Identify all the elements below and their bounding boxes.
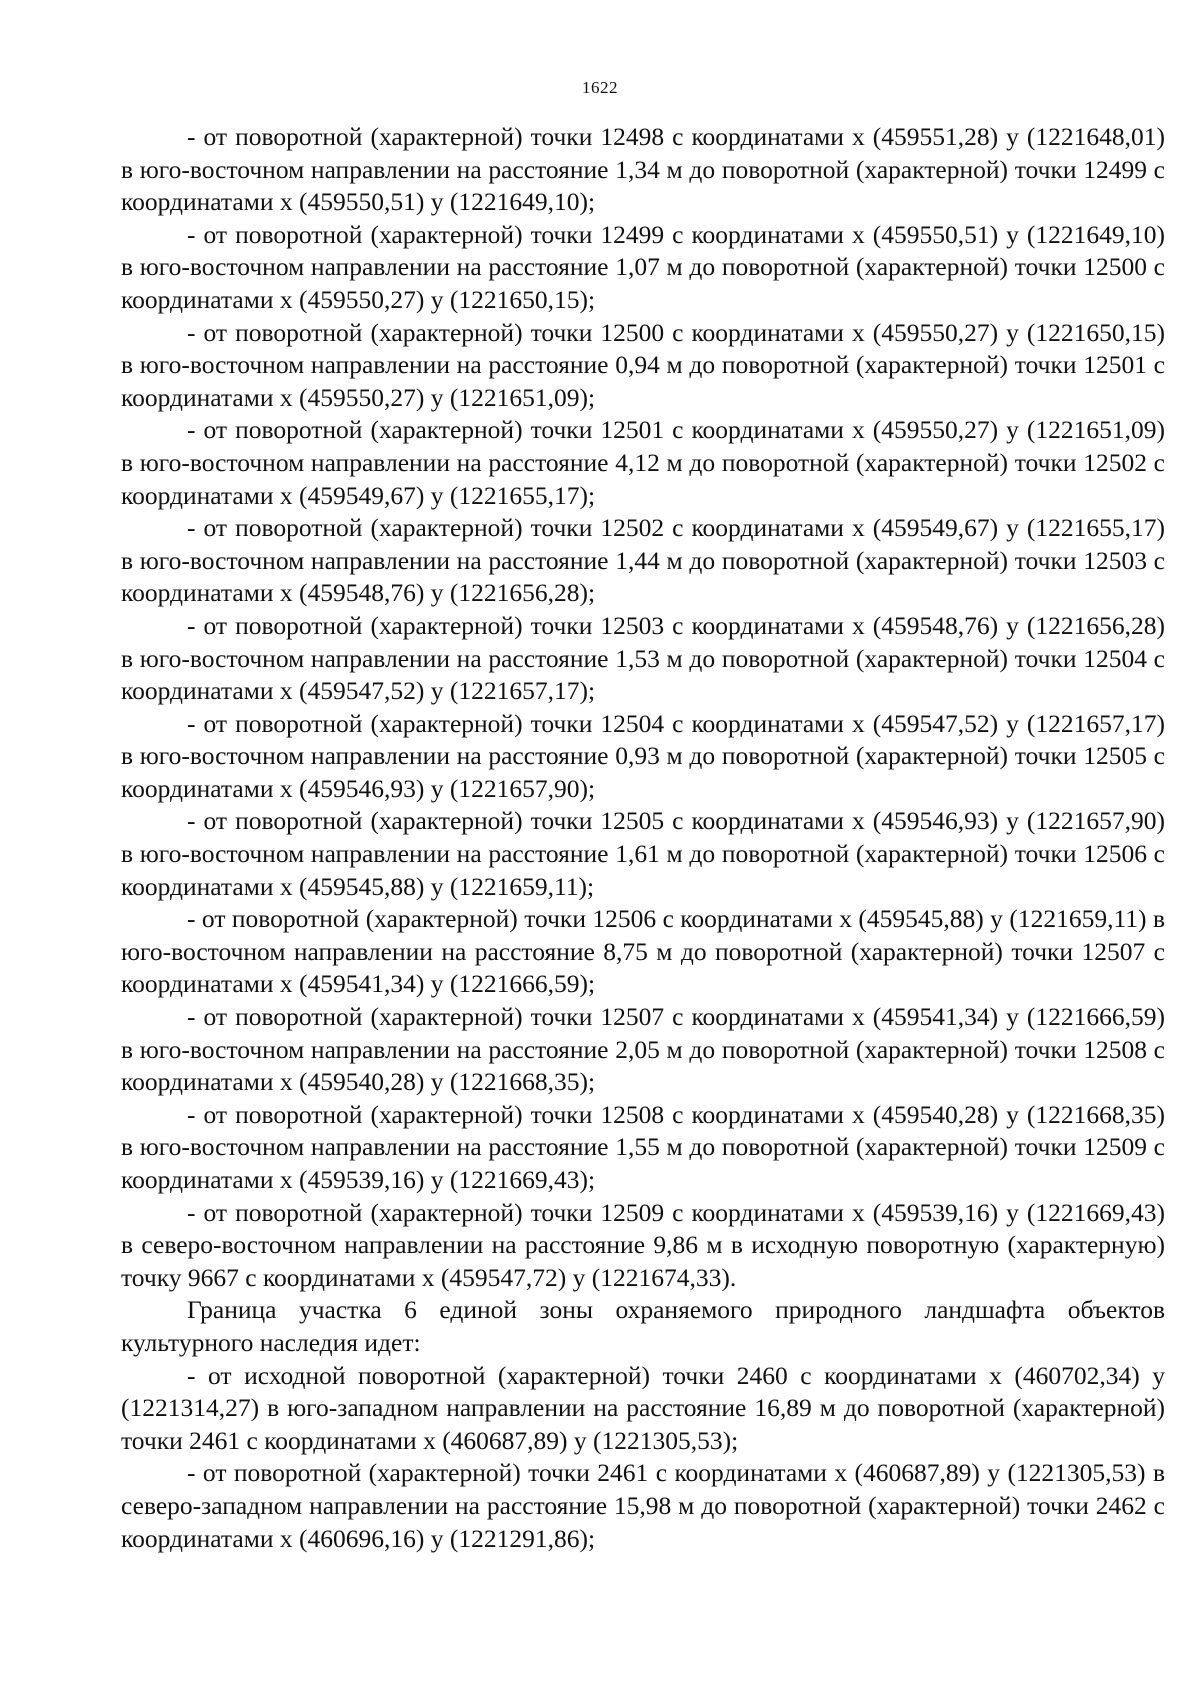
page-number: 1622 xyxy=(582,78,618,97)
paragraph: - от исходной поворотной (характерной) точки 2460 с координатами x (460702,34) у (1221314,27) в юго-западном направлении на расстояние 16,89 м до поворотной (характерной) точки 2461 с координатами x (460687,89) у (1221305,53); xyxy=(121,1360,1165,1455)
paragraph: - от поворотной (характерной) точки 12508 с координатами x (459540,28) у (1221668,35) в юго-восточном направлении на расстояние 1,55 м до поворотной (характерной) точки 12509 с координатами x (459539,16) у (1221669,43); xyxy=(121,1099,1165,1194)
paragraph: - от поворотной (характерной) точки 12499 с координатами x (459550,51) у (1221649,10) в юго-восточном направлении на расстояние 1,07 м до поворотной (характерной) точки 12500 с координатами x (459550,27) у (1221650,15); xyxy=(121,219,1165,314)
paragraph: - от поворотной (характерной) точки 12498 с координатами x (459551,28) у (1221648,01) в юго-восточном направлении на расстояние 1,34 м до поворотной (характерной) точки 12499 с координатами x (459550,51) у (1221649,10); xyxy=(121,122,1165,217)
document-body xyxy=(121,121,1165,1555)
paragraph: - от поворотной (характерной) точки 12503 с координатами x (459548,76) у (1221656,28) в юго-восточном направлении на расстояние 1,53 м до поворотной (характерной) точки 12504 с координатами x (459547,52) у (1221657,17); xyxy=(121,610,1165,706)
paragraph: - от поворотной (характерной) точки 12507 с координатами x (459541,34) у (1221666,59) в юго-восточном направлении на расстояние 2,05 м до поворотной (характерной) точки 12508 с координатами x (459540,28) у (1221668,35); xyxy=(121,1002,1165,1097)
paragraph: - от поворотной (характерной) точки 12500 с координатами x (459550,27) у (1221650,15) в юго-восточном направлении на расстояние 0,94 м до поворотной (характерной) точки 12501 с координатами x (459550,27) у (1221651,09); xyxy=(121,317,1165,412)
paragraph: - от поворотной (характерной) точки 12505 с координатами x (459546,93) у (1221657,90) в юго-восточном направлении на расстояние 1,61 м до поворотной (характерной) точки 12506 с координатами x (459545,88) у (1221659,11); xyxy=(121,806,1165,901)
paragraph: - от поворотной (характерной) точки 12501 с координатами x (459550,27) у (1221651,09) в юго-восточном направлении на расстояние 4,12 м до поворотной (характерной) точки 12502 с координатами x (459549,67) у (1221655,17); xyxy=(121,415,1165,510)
section-heading-paragraph: Граница участка 6 единой зоны охраняемого природного ландшафта объектов культурного наследия идет: xyxy=(121,1295,1165,1357)
paragraph: - от поворотной (характерной) точки 12509 с координатами x (459539,16) у (1221669,43) в северо-восточном направлении на расстояние 9,86 м в исходную поворотную (характерную) точку 9667 с координатами x (459547,72) у (1221674,33). xyxy=(121,1197,1165,1292)
paragraph: - от поворотной (характерной) точки 12504 с координатами x (459547,52) у (1221657,17) в юго-восточном направлении на расстояние 0,93 м до поворотной (характерной) точки 12505 с координатами x (459546,93) у (1221657,90); xyxy=(121,708,1165,803)
paragraph: - от поворотной (характерной) точки 12502 с координатами x (459549,67) у (1221655,17) в юго-восточном направлении на расстояние 1,44 м до поворотной (характерной) точки 12503 с координатами x (459548,76) у (1221656,28); xyxy=(121,513,1165,608)
paragraph: - от поворотной (характерной) точки 12506 с координатами x (459545,88) у (1221659,11) в юго-восточном направлении на расстояние 8,75 м до поворотной (характерной) точки 12507 с координатами x (459541,34) у (1221666,59); xyxy=(121,904,1165,999)
paragraph: - от поворотной (характерной) точки 2461 с координатами x (460687,89) у (1221305,53) в северо-западном направлении на расстояние 15,98 м до поворотной (характерной) точки 2462 с координатами x (460696,16) у (1221291,86); xyxy=(121,1458,1165,1553)
